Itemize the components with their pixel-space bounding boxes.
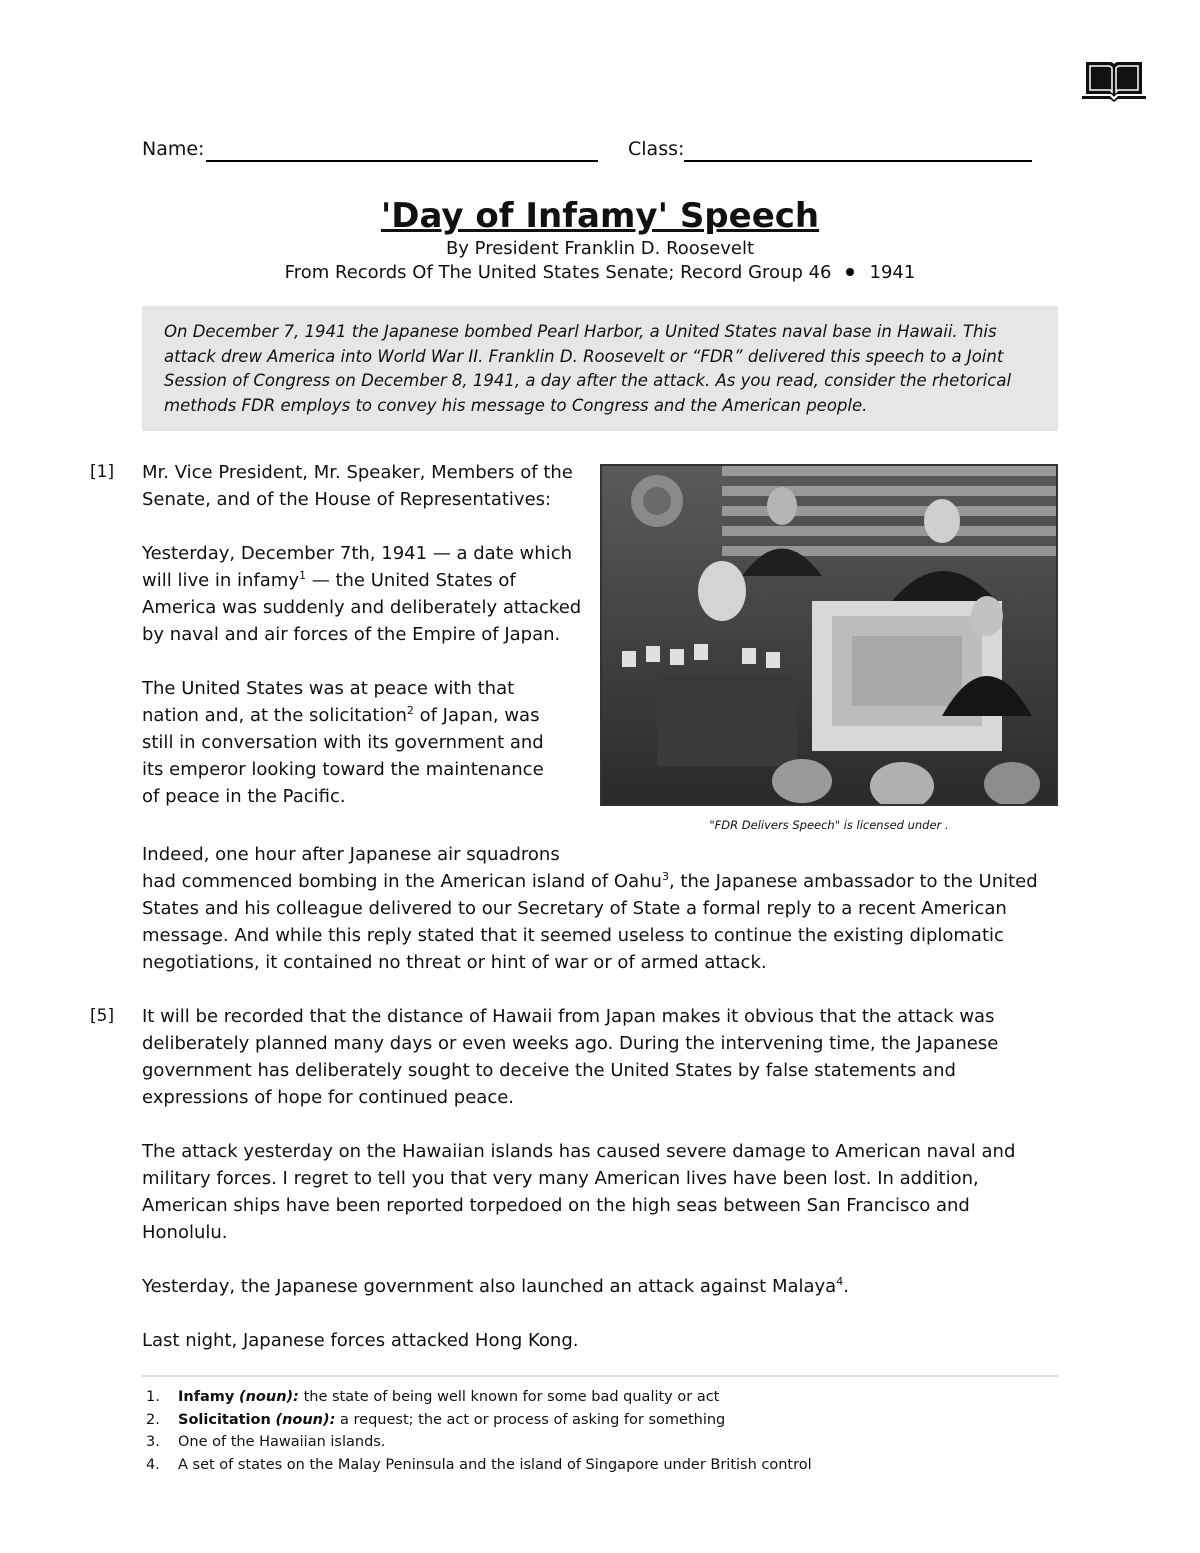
paragraph-3-text-a: The United States was at peace with that nation and, at the solicitation: [142, 678, 515, 726]
paragraph-4-rest: [142, 868, 1058, 976]
footnote-ref-1[interactable]: 1: [299, 569, 306, 582]
paragraph-4-text-b: , the Japanese ambassador to the United States and his colleague delivered to our Secretary of State a formal reply to a recent American message. And while this reply stated that it seemed useless to continue the existing diplomatic negotiations, it contained no threat or hint of war or of armed attack.: [142, 871, 1038, 973]
footnote-pos: (noun):: [238, 1389, 299, 1405]
class-label: Class:: [628, 138, 685, 160]
footnote-number: 3.: [146, 1434, 160, 1450]
footnote-number: 2.: [146, 1411, 160, 1428]
paragraph-4: [142, 841, 1058, 976]
paragraph-7: [142, 1273, 1058, 1300]
footnote-number: 1.: [146, 1389, 160, 1405]
footnote-text: the state of being well known for some bad quality or act: [298, 1389, 720, 1405]
footnote-number: 4.: [146, 1456, 160, 1473]
fdr-speech-photo: [600, 464, 1058, 806]
paragraph-4-line-1: Indeed, one hour after Japanese air squadrons: [142, 844, 560, 865]
body-column-wide: [142, 1003, 1058, 1354]
paragraph-7-text-a: Yesterday, the Japanese government also launched an attack against Malaya: [142, 1276, 837, 1297]
paragraph-number: [1]: [90, 462, 115, 482]
paragraph-5: It will be recorded that the distance of Hawaii from Japan makes it obvious that the attack was deliberately planned many days or even weeks ago. During the intervening time, the Japanese government has deliberately sought to deceive the United States by false statements and expressions of hope for continued peace.: [142, 1006, 999, 1108]
paragraph-2: [142, 540, 592, 648]
byline: By President Franklin D. Roosevelt: [445, 238, 755, 259]
footnote-item: [142, 1409, 1058, 1432]
class-field[interactable]: [684, 160, 1032, 162]
footnote-text: A set of states on the Malay Peninsula and the island of Singapore under British control: [178, 1456, 812, 1473]
footnote-ref-4[interactable]: 4: [836, 1275, 844, 1288]
footnote-item: [142, 1386, 1058, 1409]
paragraph-3-text-b: of Japan, was still in conversation with its government and its emperor looking toward the maintenance of peace in the Pacific.: [142, 705, 544, 807]
footnotes-list: [142, 1386, 1058, 1476]
footnote-item: [142, 1431, 1058, 1454]
photo-illustration: [602, 466, 1056, 804]
footnote-text: a request; the act or process of asking for something: [335, 1411, 726, 1428]
page-title: 'Day of Infamy' Speech: [380, 196, 820, 236]
source-line: [142, 261, 1058, 285]
footnote-item: [142, 1454, 1058, 1477]
paragraph-number: [5]: [90, 1006, 115, 1026]
paragraph-7-text-b: .: [843, 1276, 849, 1297]
footnote-text: One of the Hawaiian islands.: [178, 1434, 386, 1450]
book-open-icon: [1082, 58, 1146, 102]
name-label: Name:: [142, 138, 205, 160]
footnote-term: Infamy: [178, 1389, 235, 1405]
title-block: [142, 195, 1058, 285]
footnote-term: Solicitation: [178, 1411, 271, 1428]
source-year: 1941: [869, 262, 916, 283]
paragraph-3: [142, 675, 552, 810]
paragraph-1: Mr. Vice President, Mr. Speaker, Members of the Senate, and of the House of Representatives:: [142, 462, 573, 510]
footnote-divider: [142, 1375, 1058, 1377]
intro-box: On December 7, 1941 the Japanese bombed Pearl Harbor, a United States naval base in Hawaii. This attack drew America into World War II. Franklin D. Roosevelt or “FDR” delivered this speech to a Joint Session of Congress on December 8, 1941, a day after the attack. As you read, consider the rhetorical methods FDR employs to convey his message to Congress and the American people.: [142, 306, 1058, 431]
footnote-ref-3[interactable]: 3: [661, 870, 669, 883]
paragraph-2-text-a: Yesterday, December 7th, 1941 — a date which will live in infamy: [142, 543, 572, 591]
name-field[interactable]: [206, 160, 598, 162]
photo-caption: "FDR Delivers Speech" is licensed under .: [709, 818, 949, 832]
bullet-icon: [846, 268, 854, 276]
paragraph-2-text-b: — the United States of America was suddenly and deliberately attacked by naval and air forces of the Empire of Japan.: [142, 570, 582, 645]
source-text: From Records Of The United States Senate; Record Group 46: [284, 262, 832, 283]
paragraph-8: Last night, Japanese forces attacked Hong Kong.: [142, 1330, 579, 1351]
paragraph-4-text-a: had commenced bombing in the American island of Oahu: [142, 871, 662, 892]
footnote-ref-2[interactable]: 2: [406, 704, 414, 717]
name-class-row: [142, 138, 1042, 168]
paragraph-6: The attack yesterday on the Hawaiian islands has caused severe damage to American naval and military forces. I regret to tell you that very many American lives have been lost. In addition, American ships have been reported torpedoed on the high seas between San Francisco and Honolulu.: [142, 1141, 1016, 1243]
body-column-narrow: [142, 459, 592, 810]
footnote-pos: (noun):: [275, 1411, 336, 1428]
